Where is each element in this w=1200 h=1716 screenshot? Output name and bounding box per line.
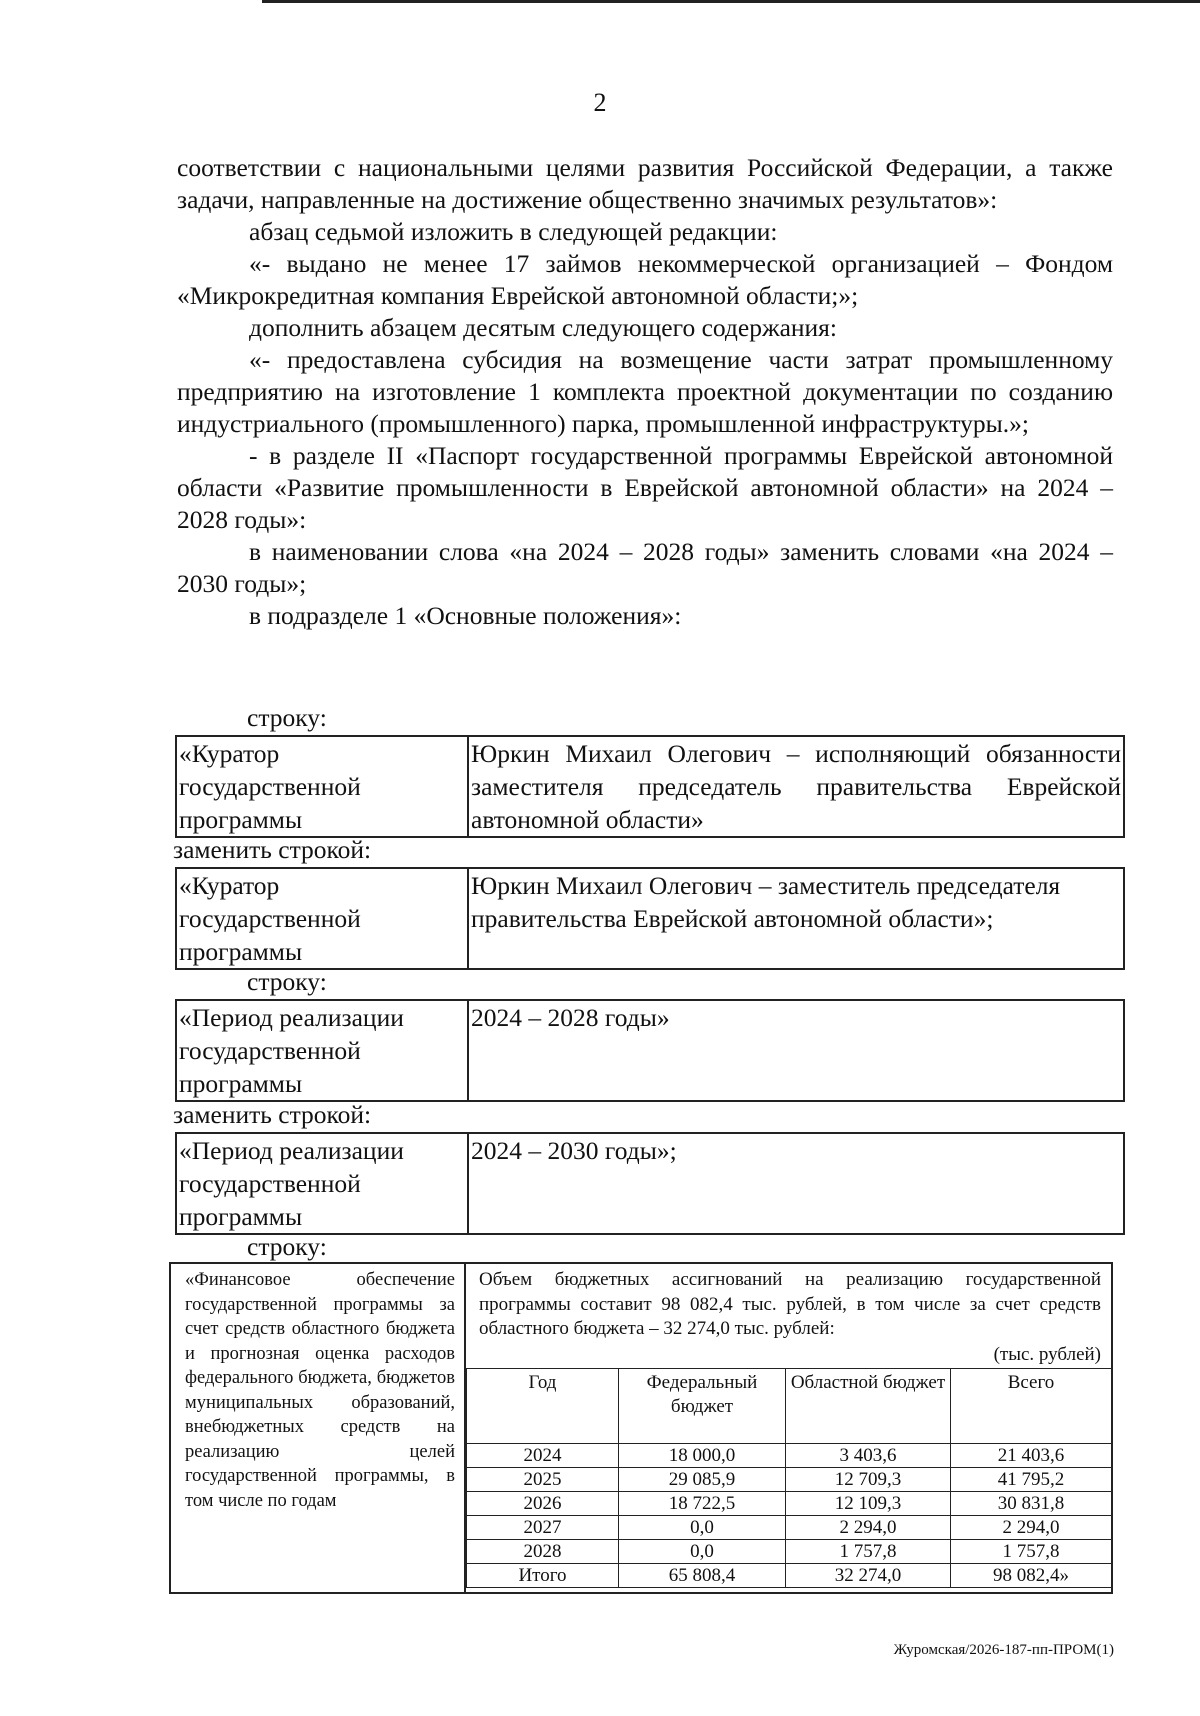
finance-description: Объем бюджетных ассигнований на реализацию государственной программы составит 98 082,4 тыс. рублей, в том числе за счет средств областного бюджета – 32 274,0 тыс. рублей: [479, 1269, 1101, 1339]
period-new-label: «Период реализации государственной программы [176, 1133, 468, 1234]
finance-label: «Финансовое обеспечение государственной программы за счет средств областного бюджета и прогнозная оценка расходов федерального бюджета, бюджетов муниципальных образований, внебюджетных средств на реализацию целей государственной программы, в том числе по годам [185, 1270, 455, 1511]
table-row [467, 1540, 1112, 1564]
finance-header-row [467, 1369, 1112, 1444]
total-cell: 2 294,0 [951, 1516, 1112, 1540]
year-cell: 2025 [467, 1468, 619, 1492]
total-cell: 98 082,4» [951, 1564, 1112, 1588]
curator-new-label: «Куратор государственной программы [176, 868, 468, 969]
curator-new-table [175, 867, 1125, 970]
federal-cell: 0,0 [619, 1516, 786, 1540]
federal-cell: 18 000,0 [619, 1444, 786, 1468]
header-regional: Областной бюджет [786, 1369, 951, 1444]
table-row [176, 1000, 1124, 1101]
total-cell: 41 795,2 [951, 1468, 1112, 1492]
total-cell: 30 831,8 [951, 1492, 1112, 1516]
paragraph-6: - в разделе II «Паспорт государственной программы Еврейской автономной области «Развитие промышленности в Еврейской автономной области» на 2024 – 2028 годы»: [177, 441, 1113, 534]
year-cell: 2026 [467, 1492, 619, 1516]
federal-cell: 29 085,9 [619, 1468, 786, 1492]
period-old-table [175, 999, 1125, 1102]
paragraph-8: в подразделе 1 «Основные положения»: [249, 601, 682, 630]
header-total: Всего [951, 1369, 1112, 1444]
year-cell: 2028 [467, 1540, 619, 1564]
curator-old-label: «Куратор государственной программы [176, 736, 468, 837]
federal-cell: 18 722,5 [619, 1492, 786, 1516]
top-scan-line [262, 0, 1200, 3]
table-row [467, 1444, 1112, 1468]
paragraph-1: соответствии с национальными целями развития Российской Федерации, а также задачи, направленные на достижение общественно значимых результатов»: [177, 153, 1113, 214]
replace-label-1: заменить строкой: [173, 835, 372, 864]
federal-cell: 0,0 [619, 1540, 786, 1564]
period-old-value: 2024 – 2028 годы» [468, 1000, 1124, 1101]
total-cell: 1 757,8 [951, 1540, 1112, 1564]
regional-cell: 12 709,3 [786, 1468, 951, 1492]
header-year: Год [467, 1369, 619, 1444]
period-new-value: 2024 – 2030 годы»; [468, 1133, 1124, 1234]
federal-cell: 65 808,4 [619, 1564, 786, 1588]
table-row [467, 1492, 1112, 1516]
total-cell: 21 403,6 [951, 1444, 1112, 1468]
period-new-table [175, 1132, 1125, 1235]
paragraph-3: «- выдано не менее 17 займов некоммерческой организацией – Фондом «Микрокредитная компания Еврейской автономной области;»; [177, 249, 1113, 310]
finance-year-table [466, 1368, 1112, 1588]
curator-old-value: Юркин Михаил Олегович – исполняющий обязанности заместителя председатель правительства Еврейской автономной области» [468, 736, 1124, 837]
row-label-1: строку: [247, 703, 327, 732]
document-code: Журомская/2026-187-пп-ПРОМ(1) [893, 1642, 1114, 1658]
regional-cell: 32 274,0 [786, 1564, 951, 1588]
year-cell: 2027 [467, 1516, 619, 1540]
table-row-total [467, 1564, 1112, 1588]
paragraph-7: в наименовании слова «на 2024 – 2028 годы» заменить словами «на 2024 – 2030 годы»; [177, 537, 1113, 598]
year-cell: 2024 [467, 1444, 619, 1468]
table-row [467, 1468, 1112, 1492]
page-number: 2 [593, 88, 607, 117]
regional-cell: 12 109,3 [786, 1492, 951, 1516]
regional-cell: 2 294,0 [786, 1516, 951, 1540]
curator-new-value: Юркин Михаил Олегович – заместитель председателя правительства Еврейской автономной области»; [468, 868, 1124, 969]
table-row [176, 1133, 1124, 1234]
paragraph-4: дополнить абзацем десятым следующего содержания: [249, 313, 837, 342]
curator-old-table [175, 735, 1125, 838]
replace-label-2: заменить строкой: [173, 1100, 372, 1129]
table-row [176, 736, 1124, 837]
document-body [177, 152, 1113, 632]
year-cell: Итого [467, 1564, 619, 1588]
period-old-label: «Период реализации государственной программы [176, 1000, 468, 1101]
finance-table [169, 1262, 1113, 1594]
row-label-2: строку: [247, 967, 327, 996]
header-federal: Федеральный бюджет [619, 1369, 786, 1444]
finance-unit: (тыс. рублей) [993, 1344, 1101, 1365]
paragraph-5: «- предоставлена субсидия на возмещение части затрат промышленному предприятию на изготовление 1 комплекта проектной документации по созданию индустриального (промышленного) парка, промышленной инфраструктуры.»; [177, 345, 1113, 438]
row-label-3: строку: [247, 1232, 327, 1261]
paragraph-2: абзац седьмой изложить в следующей редакции: [249, 217, 778, 246]
table-row [467, 1516, 1112, 1540]
regional-cell: 3 403,6 [786, 1444, 951, 1468]
regional-cell: 1 757,8 [786, 1540, 951, 1564]
table-row [176, 868, 1124, 969]
